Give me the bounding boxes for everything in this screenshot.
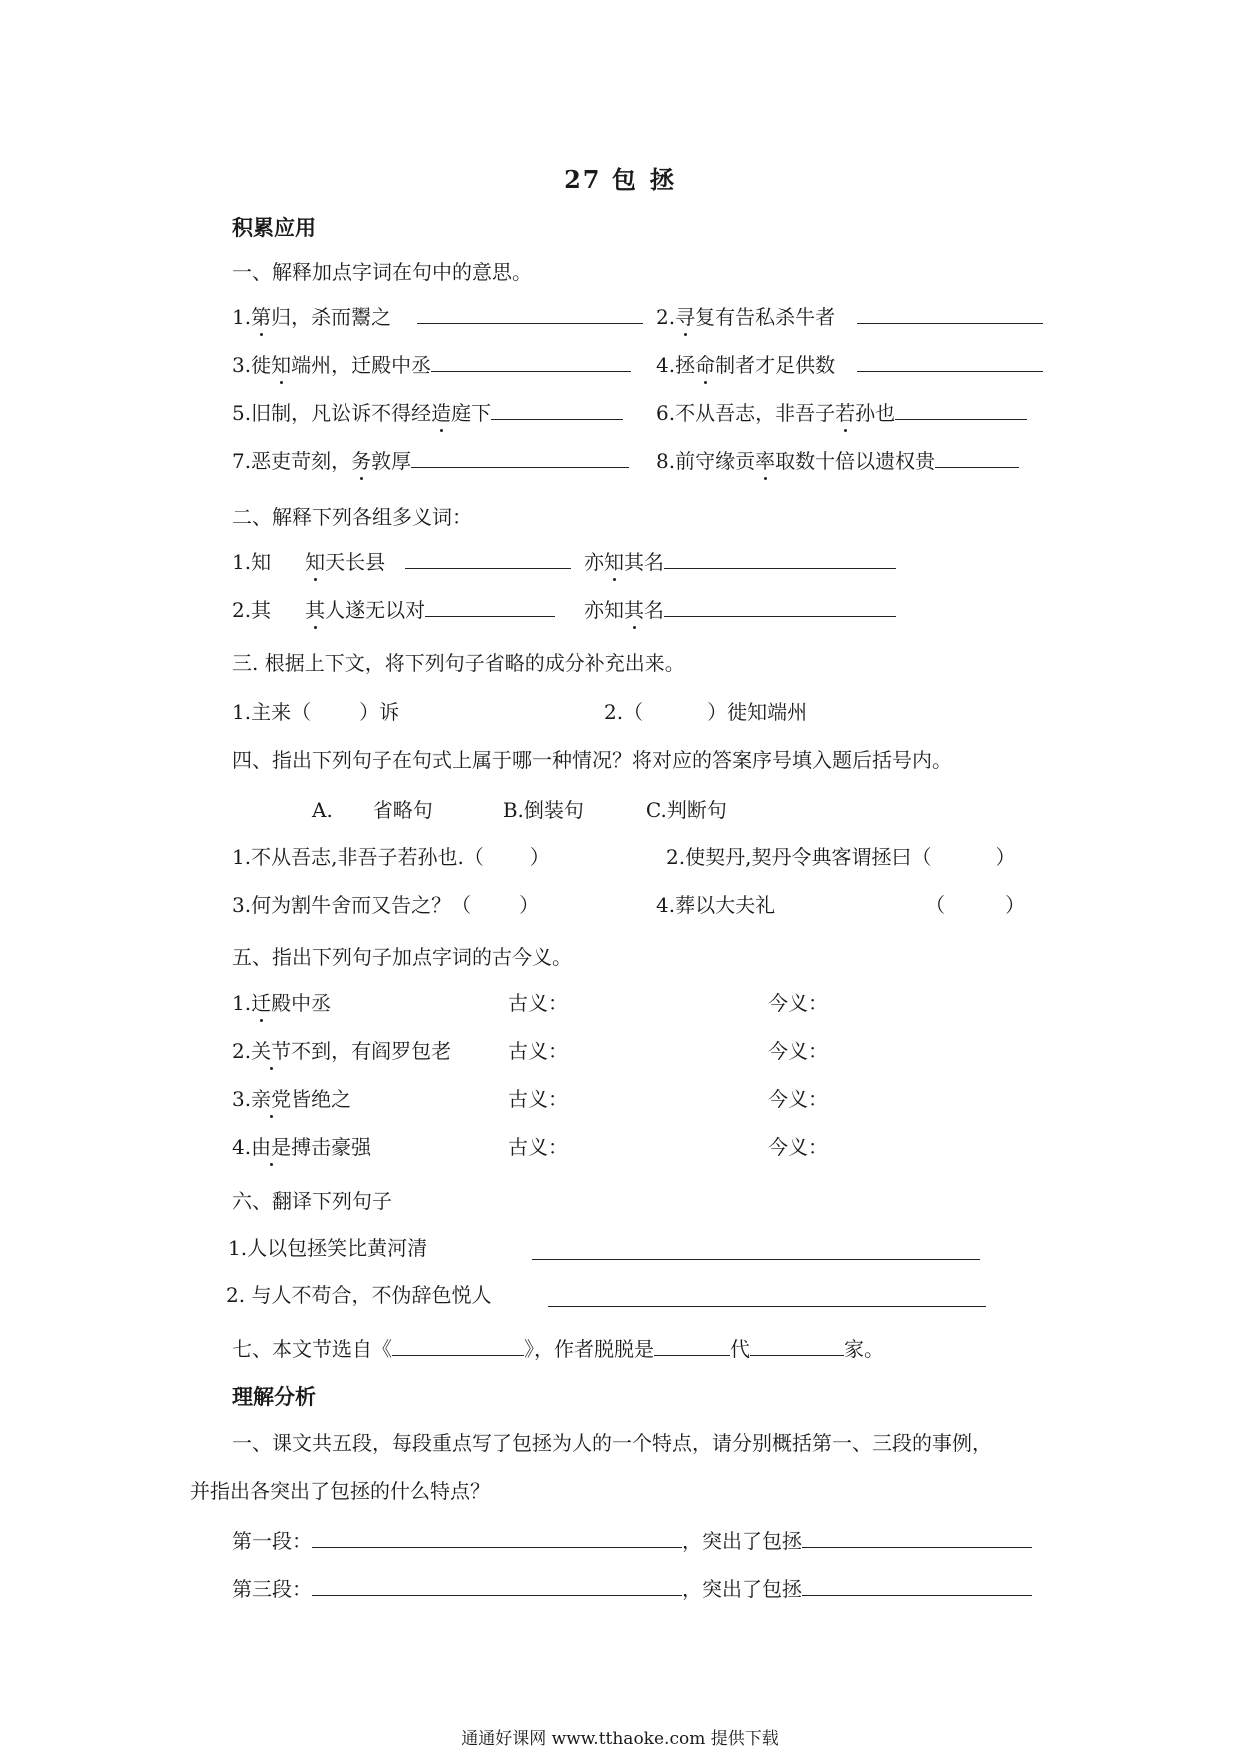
answer-blank[interactable] [417,301,643,324]
q1-item-5: 5.旧制，凡讼诉不得经造庭下 [232,397,623,427]
answer-blank[interactable] [857,301,1043,324]
q1-item-7: 7.恶吏苛刻，务敦厚 [232,445,629,475]
q6-item-1: 1.人以包拯笑比黄河清 [228,1236,428,1260]
q1-item-3: 3.徙知端州，迁殿中丞 [232,349,631,379]
answer-blank[interactable] [857,349,1043,372]
q1-item-4: 4.拯命制者才足供数 [656,349,1043,379]
answer-blank[interactable] [411,445,629,468]
q2-row-1-b: 亦知其名 [584,546,896,576]
analysis-q1-line2: 并指出各突出了包拯的什么特点？ [190,1479,490,1503]
q5-jin-4: 今义： [768,1135,828,1159]
q2-row-2-b: 亦知其名 [584,594,896,624]
q2-heading: 二、解释下列各组多义词： [232,505,472,529]
q4-item-2: 2.使契丹,契丹令典客谓拯曰（ ） [666,845,1016,869]
q3-item-1: 1.主来（ ）诉 [232,700,400,724]
answer-blank[interactable] [664,594,896,617]
q1-heading: 一、解释加点字词在句中的意思。 [232,260,532,284]
answer-blank[interactable] [802,1573,1032,1596]
answer-blank[interactable] [548,1284,986,1307]
q5-heading: 五、指出下列句子加点字词的古今义。 [232,945,572,969]
q5-item-2: 2.关节不到，有阎罗包老 [232,1039,452,1063]
q6-item-2: 2. 与人不苟合，不伪辞色悦人 [226,1283,492,1307]
q1-item-8: 8.前守缘贡率取数十倍以遗权贵 [656,445,1019,475]
q3-heading: 三. 根据上下文，将下列句子省略的成分补充出来。 [232,651,685,675]
answer-blank[interactable] [802,1525,1032,1548]
answer-blank[interactable] [431,349,631,372]
q5-item-4: 4.由是搏击豪强 [232,1135,372,1159]
q3-item-2: 2.（ ）徙知端州 [604,700,808,724]
q5-jin-2: 今义： [768,1039,828,1063]
q4-options: A. 省略句 B.倒装句 C.判断句 [312,798,727,822]
answer-blank[interactable] [312,1573,682,1596]
answer-blank[interactable] [532,1237,980,1260]
answer-blank[interactable] [895,397,1027,420]
q5-gu-1: 古义： [508,991,568,1015]
answer-blank[interactable] [750,1333,844,1356]
q4-heading: 四、指出下列句子在句式上属于哪一种情况？将对应的答案序号填入题后括号内。 [232,748,952,772]
answer-blank[interactable] [664,546,896,569]
section-heading-analysis: 理解分析 [232,1384,316,1409]
q2-row-2: 2.其 其人遂无以对 [232,594,555,624]
q4-item-3: 3.何为割牛舍而又告之？（ ） [232,893,540,917]
analysis-q1-line1: 一、课文共五段，每段重点写了包拯为人的一个特点，请分别概括第一、三段的事例， [232,1431,992,1455]
page-footer: 通通好课网 www.tthaoke.com 提供下载 [461,1729,779,1749]
q5-jin-1: 今义： [768,991,828,1015]
answer-blank[interactable] [425,594,555,617]
q6-heading: 六、翻译下列句子 [232,1189,392,1213]
answer-blank[interactable] [654,1333,730,1356]
answer-blank[interactable] [491,397,623,420]
q1-item-1: 1.第归，杀而鬻之 [232,301,643,331]
q1-item-2: 2.寻复有告私杀牛者 [656,301,1043,331]
section-heading-accumulation: 积累应用 [232,215,316,240]
analysis-para-3: 第三段： ，突出了包拯 [232,1573,1032,1603]
answer-blank[interactable] [312,1525,682,1548]
q4-item-1: 1.不从吾志,非吾子若孙也.（ ） [232,845,550,869]
q5-gu-3: 古义： [508,1087,568,1111]
q5-gu-2: 古义： [508,1039,568,1063]
q5-item-1: 1.迁殿中丞 [232,991,332,1015]
q1-item-6: 6.不从吾志，非吾子若孙也 [656,397,1027,427]
answer-blank[interactable] [405,546,571,569]
answer-blank[interactable] [935,445,1019,468]
title-part-1: 27 包 [564,165,638,194]
q4-item-4: 4.葬以大夫礼 （ ） [656,893,1026,917]
answer-blank[interactable] [392,1333,524,1356]
analysis-para-1: 第一段： ，突出了包拯 [232,1525,1032,1555]
q2-row-1: 1.知 知天长县 [232,546,571,576]
q5-jin-3: 今义： [768,1087,828,1111]
page-title [0,160,1240,195]
title-part-2: 拯 [649,165,676,194]
q7-source: 七、本文节选自《 》，作者脱脱是 代 家。 [232,1333,884,1363]
q5-gu-4: 古义： [508,1135,568,1159]
q5-item-3: 3.亲党皆绝之 [232,1087,352,1111]
